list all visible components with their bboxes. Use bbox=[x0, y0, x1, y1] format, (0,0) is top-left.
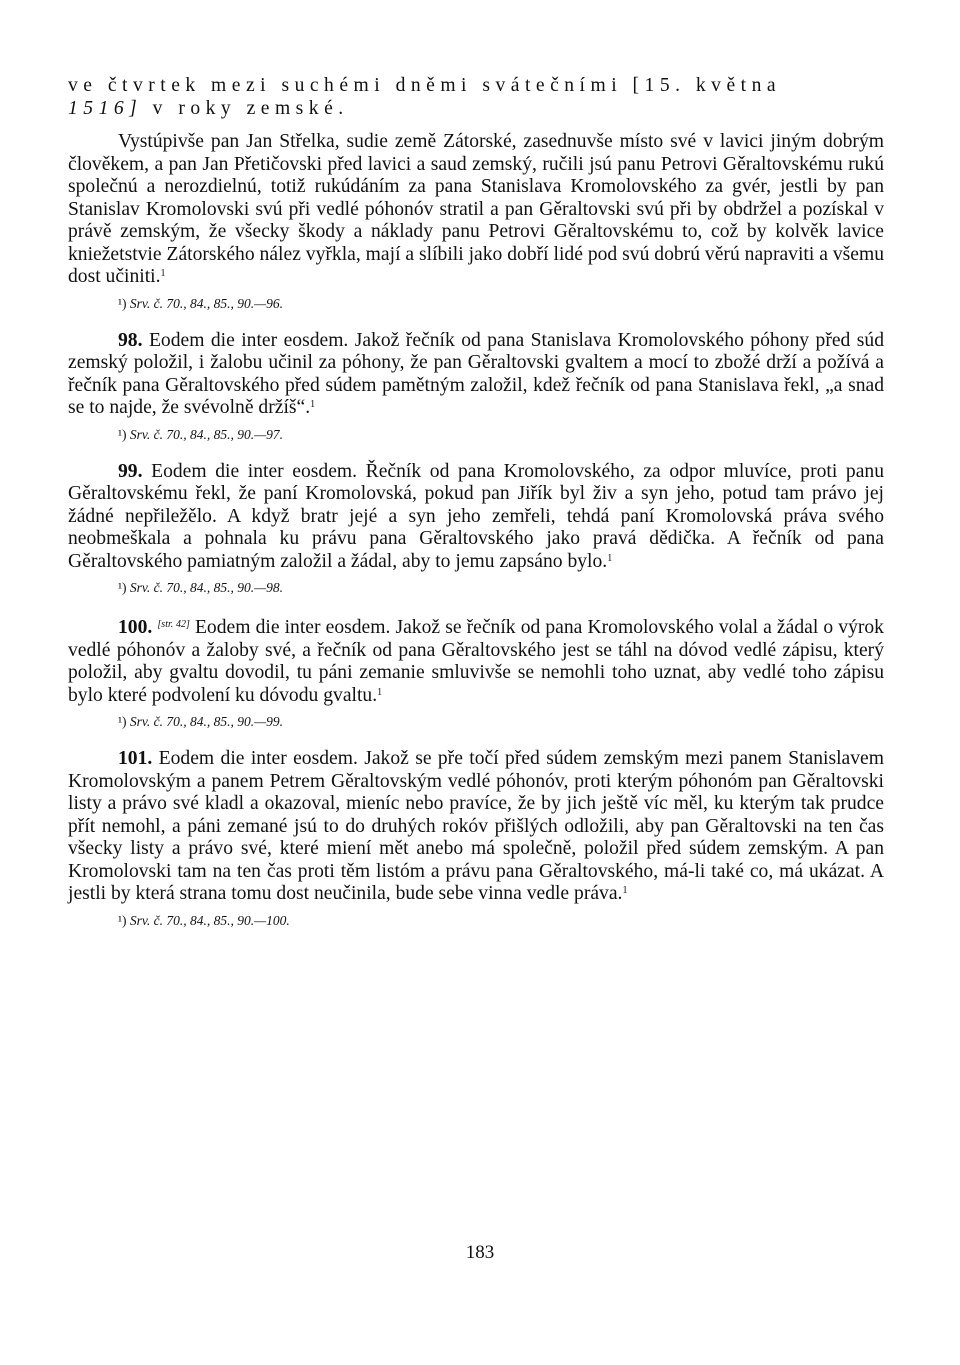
footnote-text: Srv. č. 70., 84., 85., 90.—98. bbox=[129, 580, 284, 595]
footnote-text: Srv. č. 70., 84., 85., 90.—97. bbox=[129, 426, 284, 442]
footnote-ref: 1 bbox=[607, 552, 613, 564]
opening-paragraph bbox=[68, 131, 884, 312]
footnote-marker: ¹) bbox=[118, 580, 127, 595]
entry-text bbox=[68, 748, 884, 906]
footnote-ref: 1 bbox=[622, 885, 628, 896]
footnote-ref: 1 bbox=[310, 399, 316, 410]
intro-line-1: ve čtvrtek mezi suchémi dněmi svátečními [15. května bbox=[68, 75, 782, 96]
intro-year: 1516] bbox=[68, 98, 143, 119]
page-number: 183 bbox=[465, 1242, 495, 1263]
entry-text bbox=[68, 461, 884, 574]
intro-heading bbox=[68, 74, 884, 120]
footnote-ref: 1 bbox=[377, 686, 383, 698]
document-page bbox=[68, 74, 884, 929]
footnote-text: Srv. č. 70., 84., 85., 90.—100. bbox=[129, 912, 290, 928]
paragraph-body: Vystúpivše pan Jan Střelka, sudie země Zátorské, zasednuvše místo své v lavici jiným dobrým člověkem, a pan Jan Přetičovski před lavici a saud zemský, ručili jsú panu Petrovi Gěraltovskému rukú společnú a nerozdielnú, totiž rukúdáním za pana Stanislava Kromolovského za gvér, jestli by pan Stanislav Kromolovski svú při vedlé póhonóv stratil a pan Gěraltovski svú při by obdržel a pozískal v právě zemským, že všecky škody a náklady panu Petrovi Gěraltovskému to, což by kolvěk lavice kniežetstvie Zátorského nález vyřkla, mají a slíbili jako dobří lidé pod svú dobrú věrú napraviti a všemu dost učiniti. bbox=[68, 131, 884, 287]
paragraph-text bbox=[68, 131, 884, 289]
footnote-marker: ¹) bbox=[118, 295, 127, 311]
footnote bbox=[118, 912, 884, 929]
entry-body: Eodem die inter eosdem. Jakož řečník od pana Stanislava Kromolovského póhony před súd zemský položil, i žalobu učinil za póhony, že pan Gěraltovski gvaltem a mocí to zbožé drží a požívá a řečník pana Gěraltovského před súdem pamětným založil, kdež řečník od pana Stanislava řekl, „a snad se to najde, že svévolně držíš“. bbox=[68, 329, 884, 418]
entry-number: 100. bbox=[118, 617, 153, 638]
entry-number: 98. bbox=[118, 329, 143, 351]
page-marker: [str. 42] bbox=[157, 619, 190, 630]
entry-98 bbox=[68, 330, 884, 443]
footnote-marker: ¹) bbox=[118, 912, 127, 928]
footnote-marker: ¹) bbox=[118, 714, 127, 729]
footnote bbox=[118, 295, 884, 312]
entry-body: Eodem die inter eosdem. Jakož se řečník od pana Kromolovského volal a žádal o výrok vedlé póhonóv a žaloby své, a řečník od pana Gěraltovského jest se táhl na dóvod vedlé zápisu, který položil, aby gvaltu dovodil, tu páni zemanie smluvivše se nemohli toho uznat, aby vedlé toho zápisu bylo které podvolení ku dóvodu gvaltu. bbox=[68, 617, 884, 706]
footnote-text: Srv. č. 70., 84., 85., 90.—99. bbox=[129, 714, 284, 729]
footnote bbox=[118, 579, 884, 596]
intro-rest: v roky zemské. bbox=[142, 98, 349, 119]
entry-text bbox=[68, 330, 884, 420]
entry-text bbox=[68, 614, 884, 707]
entry-body: Eodem die inter eosdem. Jakož se pře točí před súdem zemským mezi panem Stanislavem Kromolovským a panem Petrem Gěraltovským vedlé póhonóv, proti kterým póhonóm pan Gěraltovski listy a právo své kladl a okazoval, mieníc nebo pravíce, že by jich ještě víc měl, ku kterým tak prudce přít nemohl, a páni zemané jsú to do druhých rokóv přišlých odložili, aby pan Gěraltovski na ten čas všecky listy a právo své, které miení mět anebo má společně, položil před súdem zemským. A pan Kromolovski tam na ten čas proti těm listóm a právu pana Gěraltovského, má-li také co, má ukázat. A jestli by která strana tomu dost neučinila, bude sebe vinna vedle práva. bbox=[68, 748, 884, 904]
entry-number: 99. bbox=[118, 460, 143, 482]
footnote-text: Srv. č. 70., 84., 85., 90.—96. bbox=[129, 295, 284, 311]
footnote-marker: ¹) bbox=[118, 426, 127, 442]
entry-number: 101. bbox=[118, 748, 153, 769]
footnote bbox=[118, 426, 884, 443]
intro-line-2 bbox=[68, 97, 884, 120]
entry-101 bbox=[68, 748, 884, 929]
footnote-ref: 1 bbox=[160, 268, 166, 279]
footnote bbox=[118, 713, 884, 730]
entry-99 bbox=[68, 461, 884, 597]
entry-body: Eodem die inter eosdem. Řečník od pana Kromolovského, za odpor mluvíce, proti panu Gěraltovskému řekl, že paní Kromolovská, pokud pan Jiřík byl živ a syn jeho, potud tam právo jej žádné nepřiležělo. A když bratr jejé a syn jeho zemřeli, tehdá paní Kromolovská práva svého neobmeškala a pohnala ku právu pana Gěraltovského jako pravá dědička. A řečník od pana Gěraltovského pamiatným založil a žádal, aby to jemu zapsáno bylo. bbox=[68, 460, 885, 572]
entry-100 bbox=[68, 614, 884, 730]
